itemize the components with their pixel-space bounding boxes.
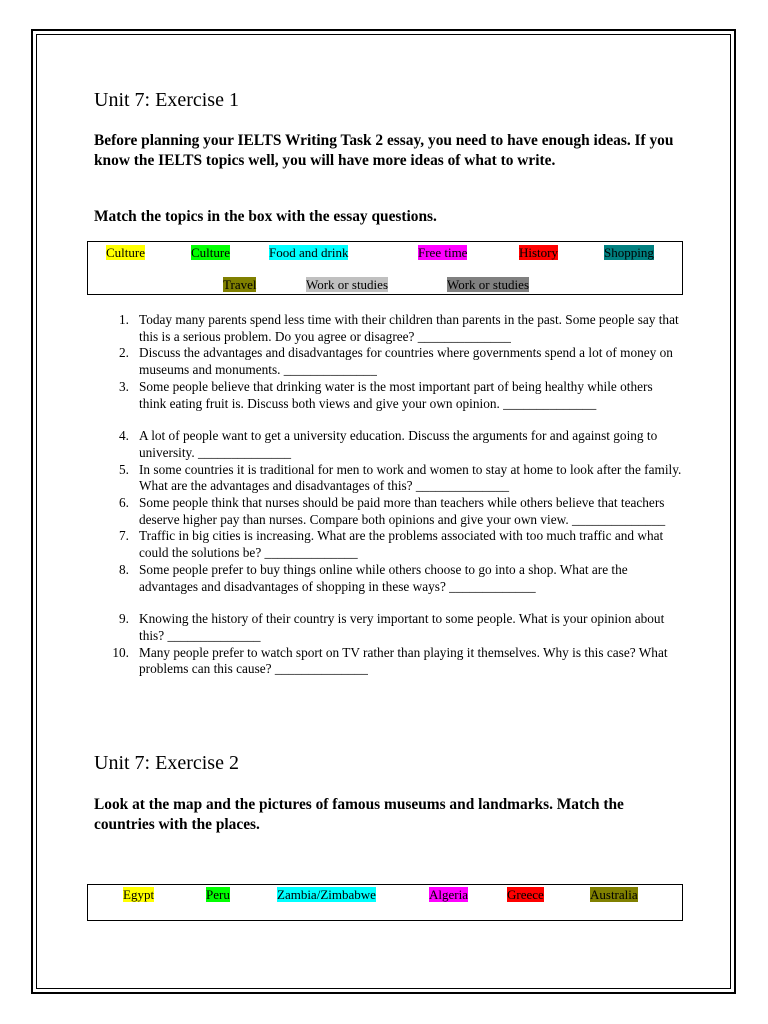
exercise-2-title: Unit 7: Exercise 2 (94, 752, 239, 774)
topic-chip: Free time (418, 245, 468, 260)
list-item: 5. In some countries it is traditional for men to work and women to stay at home to look after the family. What are the advantages and disadvantages of this? ______________ (119, 461, 682, 494)
topics-box (87, 241, 683, 295)
topic-chip: Work or studies (306, 277, 388, 292)
exercise-1-title: Unit 7: Exercise 1 (94, 89, 239, 111)
countries-box (87, 884, 683, 921)
country-chip: Zambia/Zimbabwe (277, 887, 376, 902)
exercise-2-instruction: Look at the map and the pictures of famous museums and landmarks. Match the countries with the places. (94, 796, 624, 833)
list-item: 4. A lot of people want to get a university education. Discuss the arguments for and against going to university. ______________ (119, 428, 658, 460)
essay-questions-list (93, 312, 683, 678)
exercise-1-instruction: Match the topics in the box with the essay questions. (94, 208, 437, 225)
list-item: 3. Some people believe that drinking water is the most important part of being healthy while others think eating fruit is. Discuss both views and give your own opinion. ______________ (119, 378, 653, 411)
exercise-1-intro: Before planning your IELTS Writing Task 2 essay, you need to have enough ideas. If you know the IELTS topics well, you will have more ideas of what to write. (94, 132, 674, 169)
topic-chip: Culture (106, 245, 145, 260)
topic-chip: Shopping (604, 245, 654, 260)
country-chip: Greece (507, 887, 544, 902)
country-chip: Australia (590, 887, 638, 902)
country-chip: Algeria (429, 887, 468, 902)
country-chip: Peru (206, 887, 230, 902)
topic-chip: Culture (191, 245, 230, 260)
list-item: 1. Today many parents spend less time with their children than parents in the past. Some people say that this is a serious problem. Do you agree or disagree? ______________ (119, 312, 679, 344)
topic-chip: Travel (223, 277, 257, 292)
list-item: 10. Many people prefer to watch sport on TV rather than playing it themselves. Why is this case? What problems can this cause? ______________ (112, 644, 668, 677)
list-item: 7. Traffic in big cities is increasing. What are the problems associated with too much traffic and what could the solutions be? ______________ (119, 528, 664, 561)
list-item: 6. Some people think that nurses should be paid more than teachers while others believe that teachers deserve higher pay than nurses. Compare both opinions and give your own view. ______________ (119, 495, 666, 527)
list-item: 2. Discuss the advantages and disadvantages for countries where governments spend a lot of money on museums and monuments. ______________ (119, 345, 673, 378)
topic-chip: History (519, 245, 558, 260)
topic-chip: Food and drink (269, 245, 349, 260)
topic-chip: Work or studies (447, 277, 529, 292)
list-item: 8. Some people prefer to buy things online while others choose to go into a shop. What are the advantages and disadvantages of shopping in these ways? _____________ (119, 561, 628, 594)
list-item: 9. Knowing the history of their country is very important to some people. What is your opinion about this? ______________ (119, 611, 665, 643)
country-chip: Egypt (123, 887, 155, 902)
